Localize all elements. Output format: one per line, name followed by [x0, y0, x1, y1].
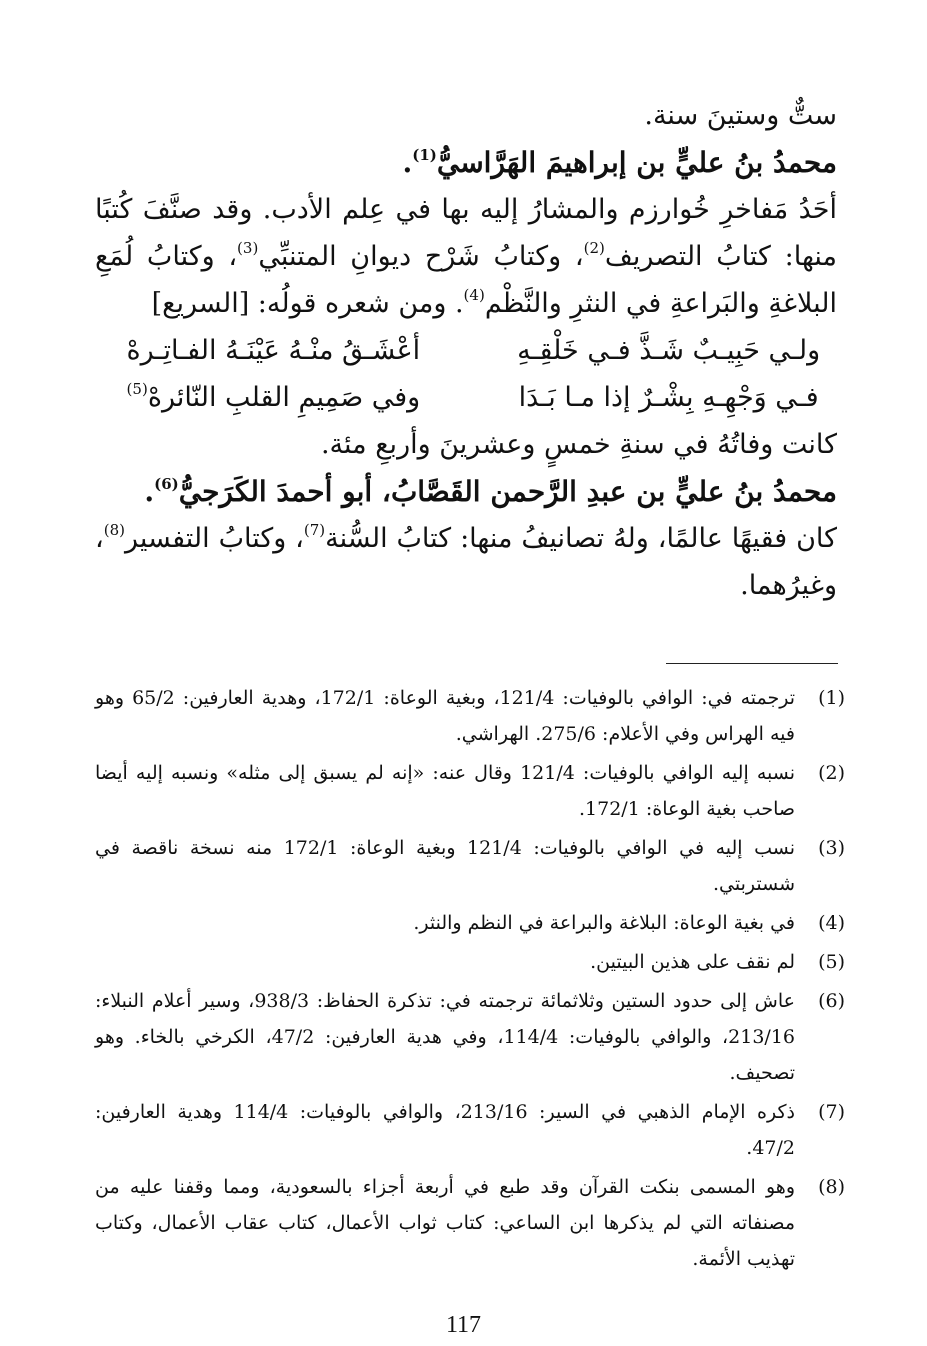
- footnote-ref-6[interactable]: (6): [154, 475, 179, 493]
- footnote-text: في بغية الوعاة: البلاغة والبراعة في النظم والنثر.: [413, 912, 795, 934]
- death-date-line: كانت وفاتُهُ في سنةِ خمسٍ وعشرينَ وأربعِ مئة.: [320, 429, 837, 460]
- verse-2-first-hemistich: فـي وَجْهِـهِ بِشْـرٌ إذا مـا بَـدَا: [518, 382, 819, 413]
- entry-heading-karaji: محمدُ بنُ عليٍّ بن عبدِ الرَّحمن القَصَّابُ، أبو أحمدَ الكَرَجيُّ$^{(6)}$.: [144, 475, 837, 508]
- footnote: [95, 1094, 845, 1166]
- footnote: [95, 983, 845, 1091]
- footnote-text: لم نقف على هذين البيتين.: [590, 951, 795, 973]
- footnote-ref-1[interactable]: (1): [412, 146, 437, 164]
- footnote-number: (3): [818, 837, 845, 859]
- footnote: [95, 905, 845, 941]
- entry-body-karaji: كان فقيهًا عالمًا، ولهُ تصانيفُ منها: كتابُ السُّنة$^{(7)}$، وكتابُ التفسير$^{(8)}$، وغيرُهما.: [95, 521, 837, 601]
- footnote-ref-7[interactable]: (7): [303, 521, 326, 539]
- footnote-number: (5): [818, 951, 845, 973]
- footnote-number: (7): [818, 1101, 845, 1123]
- verse-line-1: [95, 327, 837, 374]
- opening-line: ستٌّ وستينَ سنة.: [644, 100, 837, 131]
- footnote-text: ذكره الإمام الذهبي في السير: 213/16، والوافي بالوفيات: 114/4 وهدية العارفين: 47/2.: [95, 1101, 795, 1159]
- footnote-ref-2[interactable]: (2): [583, 239, 605, 257]
- footnote-text: عاش إلى حدود الستين وثلاثمائة ترجمته في: تذكرة الحفاظ: 938/3، وسير أعلام النبلاء: 213/16، والوافي بالوفيات: 114/4، وفي هدية العارفين: 47/2، الكرخي بالخاء. وهو تصحيف.: [95, 990, 796, 1084]
- footnote: [95, 830, 845, 902]
- footnote: [95, 680, 845, 752]
- footnote-ref-4[interactable]: (4): [463, 286, 485, 304]
- footnote-number: (8): [818, 1176, 845, 1198]
- verse-2-second-hemistich: وفي صَمِيمِ القلبِ النّائرهْ$^{(5)}$: [126, 380, 421, 413]
- footnote: [95, 944, 845, 980]
- verse-1-first-hemistich: ولـي حَبِيـبٌ شَـذَّ فـي خَلْقِـهِ: [517, 335, 821, 366]
- verse-1-second-hemistich: أعْشَـقُ منْـهُ عَيْنَـهُ الفـاتِـرهْ: [126, 335, 421, 366]
- entry-body-harrasi: أحَدُ مَفاخرِ خُوارزم والمشارُ إليه بها في عِلم الأدب. وقد صنَّفَ كُتبًا منها: كتابُ التصريف$^{(2)}$، وكتابُ شَرْح ديوانِ المتنبِّي$^{(3)}$، وكتابُ لُمَعِ البلاغةِ والبَراعةِ في النثرِ والنَّظْم$^{(4)}$. ومن شعره قولُه: [السريع]: [95, 194, 837, 319]
- footnote-number: (1): [818, 687, 845, 709]
- footnote-text: نسبه إليه الوافي بالوفيات: 121/4 وقال عنه: «إنه لم يسبق إلى مثله» ونسبه إليه أيضا صاحب بغية الوعاة: 172/1.: [95, 762, 795, 820]
- footnote-text: ترجمته في: الوافي بالوفيات: 121/4، وبغية الوعاة: 172/1، وهدية العارفين: 65/2 وهو فيه الهراس وفي الأعلام: 275/6. الهراشي.: [95, 687, 795, 745]
- footnote-number: (2): [818, 762, 845, 784]
- footnotes: [95, 680, 845, 1280]
- page-number: 117: [445, 1312, 482, 1338]
- entry-heading-harrasi: محمدُ بنُ عليٍّ بن إبراهيمَ الهَرَّاسيُّ$^{(1)}$.: [402, 146, 837, 179]
- footnote-ref-5[interactable]: (5): [126, 380, 148, 398]
- footnote-ref-8[interactable]: (8): [103, 521, 125, 539]
- footnote-number: (4): [818, 912, 845, 934]
- footnote-divider: [666, 663, 838, 664]
- verse-line-2: [95, 374, 837, 421]
- footnote: [95, 755, 845, 827]
- main-text: [95, 92, 837, 609]
- footnote: [95, 1169, 845, 1277]
- footnote-ref-3[interactable]: (3): [237, 239, 259, 257]
- footnote-number: (6): [818, 990, 845, 1012]
- footnote-text: نسب إليه في الوافي بالوفيات: 121/4 وبغية الوعاة: 172/1 منه نسخة ناقصة في شستربتي.: [95, 837, 795, 895]
- footnote-text: وهو المسمى بنكت القرآن وقد طبع في أربعة أجزاء بالسعودية، ومما وقفنا عليه من مصنفاته التي لم يذكرها ابن الساعي: كتاب ثواب الأعمال، كتاب عقاب الأعمال، وكتاب تهذيب الأئمة.: [95, 1176, 795, 1270]
